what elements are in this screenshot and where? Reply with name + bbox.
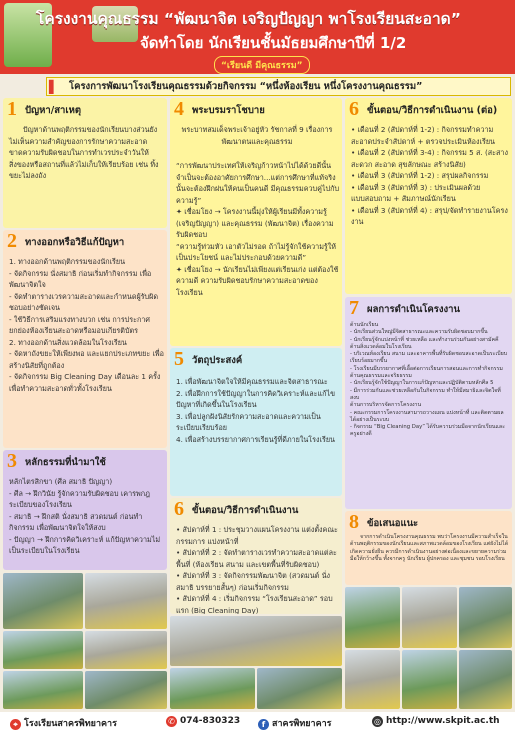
bookmark-icon: ▌ bbox=[49, 80, 59, 94]
section-title: วัตถุประสงค์ bbox=[192, 355, 243, 366]
photo-yard bbox=[345, 650, 400, 709]
photo-students-2 bbox=[85, 671, 167, 709]
section-title: ปัญหา/สาเหตุ bbox=[25, 105, 82, 116]
section-number: 3 bbox=[7, 450, 17, 472]
photo-garden bbox=[402, 650, 457, 709]
project-subtitle-bar bbox=[46, 77, 511, 96]
footer-website[interactable] bbox=[372, 716, 500, 727]
section-number: 5 bbox=[174, 348, 184, 370]
section-title: หลักธรรมที่นำมาใช้ bbox=[25, 457, 106, 468]
section-objectives bbox=[170, 348, 342, 496]
section-number: 1 bbox=[7, 98, 17, 120]
footer-phone[interactable] bbox=[166, 716, 240, 727]
section-number: 8 bbox=[349, 511, 359, 533]
section-number: 6 bbox=[349, 98, 359, 120]
section-intro: พระบาทสมเด็จพระเจ้าอยู่หัว รัชกาลที่ 9 เรื่องการพัฒนาตนและคุณธรรม bbox=[181, 125, 333, 146]
footer bbox=[0, 712, 515, 733]
section-body: “การพัฒนาประเทศให้เจริญก้าวหน้าไปได้ด้วยดีนั้น จำเป็นจะต้องอาศัยการศึกษา...แต่การศึกษาที่แท้จริงนั้นจะต้องฝึกฝนให้คนเป็นคนดี มีคุณธรรมควบคู่ไปกับความรู้” ✦ เชื่อมโยง → โครงงานนี้มุ่งให้ผู้เรียนมีทั้งความรู้ (เจริญปัญญา) และคุณธรรม (พัฒนาจิต) เรื่องความรับผิดชอบ “ความรู้ท่วมหัว เอาตัวไม่รอด ถ้าไม่รู้จักใช้ความรู้ให้เป็นประโยชน์ และไม่ประกอบด้วยความดี” ✦ เชื่อมโยง → นักเรียนไม่เพียงแต่เรียนเก่ง แต่ต้องใช้ความดี ความรับผิดชอบรักษาความสะอาดของโรงเรียน bbox=[176, 161, 340, 297]
section-title: พระบรมราโชบาย bbox=[192, 105, 265, 116]
photo-group-meeting bbox=[170, 616, 342, 666]
section-number: 4 bbox=[174, 98, 184, 120]
page-subtitle: จัดทำโดย นักเรียนชั้นมัธยมศึกษาปีที่ 1/2 bbox=[140, 34, 407, 52]
section-suggestions bbox=[345, 511, 512, 585]
section-solutions bbox=[3, 230, 167, 448]
footer-school bbox=[10, 716, 117, 730]
section-results bbox=[345, 297, 512, 509]
photo-cleaning-2 bbox=[3, 671, 83, 709]
section-title: ขั้นตอน/วิธีการดำเนินงาน bbox=[192, 505, 299, 516]
section-body: 1. เพื่อพัฒนาจิตใจให้มีคุณธรรมและจิตสาธารณะ 2. เพื่อฝึกการใช้ปัญญาในการคิดวิเคราะห์และแก้ไขปัญหาที่เกิดขึ้นในโรงเรียน 3. เพื่อปลูกฝังนิสัยรักความสะอาดและความเป็นระเบียบเรียบร้อย 4. เพื่อสร้างบรรยากาศการเรียนรู้ที่ดีภายในโรงเรียน bbox=[176, 377, 336, 444]
facebook-icon: f bbox=[258, 719, 269, 730]
photo-cleaning-1 bbox=[3, 631, 83, 669]
page-title: โครงงานคุณธรรม “พัฒนาจิต เจริญปัญญา พาโรงเรียนสะอาด” bbox=[36, 10, 461, 28]
photo-students-1 bbox=[85, 631, 167, 669]
photo-cleanup bbox=[459, 587, 512, 648]
section-royal-guidance bbox=[170, 98, 342, 346]
section-procedure-cont bbox=[345, 98, 512, 294]
section-body: หลักไตรสิกขา (ศีล สมาธิ ปัญญา) - ศีล → ฝึกวินัย รู้จักความรับผิดชอบ เคารพกฎระเบียบของโรงเรียน - สมาธิ → ฝึกสติ นั่งสมาธิ สวดมนต์ ก่อนทำกิจกรรม เพื่อพัฒนาจิตใจให้สงบ - ปัญญา → ฝึกการคิดวิเคราะห์ แก้ปัญหาความไม่เป็นระเบียบในโรงเรียน bbox=[9, 477, 161, 555]
section-body: • เดือนที่ 2 (สัปดาห์ที่ 1-2) : กิจกรรมทำความสะอาดประจำสัปดาห์ + ตรวจประเมินห้องเรียน • เดือนที่ 2 (สัปดาห์ที่ 3-4) : กิจกรรม 5 ส. (สะสาง สะดวก สะอาด สุขลักษณะ สร้างนิสัย) • เดือนที่ 3 (สัปดาห์ที่ 1-2) : สรุปผลกิจกรรม • เดือนที่ 3 (สัปดาห์ที่ 3) : ประเมินผลด้วยแบบสอบถาม + สัมภาษณ์นักเรียน • เดือนที่ 3 (สัปดาห์ที่ 4) : สรุป/จัดทำรายงานโครงงาน bbox=[351, 125, 508, 226]
section-problem bbox=[3, 98, 167, 228]
project-subtitle: โครงการพัฒนาโรงเรียนคุณธรรมด้วยกิจกรรม “หนึ่งห้องเรียน หนึ่งโครงงานคุณธรรม” bbox=[69, 81, 423, 92]
section-body: จากการดำเนินโครงงานคุณธรรม พบว่าโครงงานมีความสำเร็จในด้านพฤติกรรมของนักเรียนและสภาพแวดล้อมของโรงเรียน แต่ยังไม่ได้เกิดความยั่งยืน ควรมีการดำเนินงานอย่างต่อเนื่องและขยายความร่วมมือให้กว้างขึ้น ทั้งจากครู นักเรียน ผู้ปกครอง และชุมชน รอบโรงเรียน bbox=[350, 534, 509, 562]
section-body: ปัญหาด้านพฤติกรรมของนักเรียนบางส่วนยังไม่เห็นความสำคัญของการรักษาความสะอาด ขาดความรับผิดชอบในการทำเวรประจำวันให้สิ่งของหรือสถานที่แล้วไม่เก็บให้เรียบร้อย เช่น ทิ้งขยะไม่ลงถัง bbox=[9, 125, 159, 180]
section-number: 2 bbox=[7, 230, 17, 252]
photo-team bbox=[459, 650, 512, 709]
photo-group-yellow bbox=[170, 668, 255, 709]
motto-badge: “เรียนดี มีคุณธรรม” bbox=[214, 56, 310, 74]
section-title: ขั้นตอน/วิธีการดำเนินงาน (ต่อ) bbox=[367, 105, 498, 116]
globe-icon: ◎ bbox=[372, 716, 383, 727]
section-principles bbox=[3, 450, 167, 570]
photo-meditation bbox=[85, 573, 167, 629]
photo-classroom bbox=[3, 573, 83, 629]
section-procedure bbox=[170, 498, 342, 614]
facebook-name: สาครพิทยาคาร bbox=[272, 719, 332, 729]
section-number: 6 bbox=[174, 498, 184, 520]
school-name: โรงเรียนสาครพิทยาคาร bbox=[24, 719, 117, 729]
header-banner bbox=[0, 0, 515, 74]
phone-icon: ✆ bbox=[166, 716, 177, 727]
section-body: ด้านนักเรียน - นักเรียนส่วนใหญ่มีจิตสาธารณะและความรับผิดชอบมากขึ้น - นักเรียนรู้จักแบ่งหน้าที่ ช่วยเหลือ และทำงานร่วมกันอย่างสามัคคี ด้านสิ่งแวดล้อมในโรงเรียน - บริเวณห้องเรียน สนาม และอาคารพื้นที่รับผิดชอบสะอาดเป็นระเบียบเรียบร้อยมากขึ้น - โรงเรียนมีบรรยากาศที่เอื้อต่อการเรียนการสอนและการทำกิจกรรม ด้านคุณธรรมและจริยธรรม - นักเรียนรู้จักใช้ปัญญาในการแก้ปัญหาและปฏิบัติตามหลักศีล 5 - มีการร่วมกันและช่วยเหลือกันในกิจกรรม ทำให้มีสมาธิและจิตใจที่สงบ ด้านการบริหารจัดการโครงงาน - คณะกรรมการโครงงานสามารถวางแผน แบ่งหน้าที่ และติดตามผลได้อย่างเป็นระบบ - กิจกรรม “Big Cleaning Day” ได้รับความร่วมมือจากนักเรียนและครูอย่างดี bbox=[350, 322, 508, 438]
photo-group-line bbox=[257, 668, 342, 709]
website-url: http://www.skpit.ac.th bbox=[386, 716, 500, 726]
section-body: 1. ทางออกด้านพฤติกรรมของนักเรียน - จัดกิจกรรม นั่งสมาธิ ก่อนเริ่มทำกิจกรรม เพื่อพัฒนาจิตใจ - จัดทำตารางเวรความสะอาดและกำหนดผู้รับผิดชอบอย่างชัดเจน - ใช้วิธีการเสริมแรงทางบวก เช่น การประกาศยกย่องห้องเรียนสะอาดหรือมอบเกียรติบัตร 2. ทางออกด้านสิ่งแวดล้อมในโรงเรียน - จัดหาถังขยะให้เพียงพอ และแยกประเภทขยะ เพื่อสร้างนิสัยที่ถูกต้อง - จัดกิจกรรม Big Cleaning Day เดือนละ 1 ครั้ง เพื่อทำความสะอาดทั่วทั้งโรงเรียน bbox=[9, 257, 164, 393]
section-title: ข้อเสนอแนะ bbox=[367, 518, 419, 529]
footer-facebook[interactable] bbox=[258, 716, 332, 730]
photo-sweeping bbox=[345, 587, 400, 648]
section-number: 7 bbox=[349, 297, 359, 319]
section-title: ผลการดำเนินโครงงาน bbox=[367, 304, 460, 315]
photo-trash-bin bbox=[402, 587, 457, 648]
phone-number: 074-830323 bbox=[180, 716, 241, 726]
section-body: • สัปดาห์ที่ 1 : ประชุมวางแผนโครงงาน แต่งตั้งคณะกรรมการ แบ่งหน้าที่ • สัปดาห์ที่ 2 : จัดทำตารางเวรทำความสะอาดแต่ละพื้นที่ (ห้องเรียน สนาม และเขตพื้นที่รับผิดชอบ) • สัปดาห์ที่ 3 : จัดกิจกรรมพัฒนาจิต (สวดมนต์ นั่งสมาธิ บรรยายสั้นๆ) ก่อนเริ่มกิจกรรม • สัปดาห์ที่ 4 : เริ่มกิจกรรม “โรงเรียนสะอาด” รอบแรก (Big Cleaning Day) bbox=[176, 525, 338, 614]
location-icon: ⌖ bbox=[10, 719, 21, 730]
section-title: ทางออกหรือวิธีแก้ปัญหา bbox=[25, 237, 125, 248]
